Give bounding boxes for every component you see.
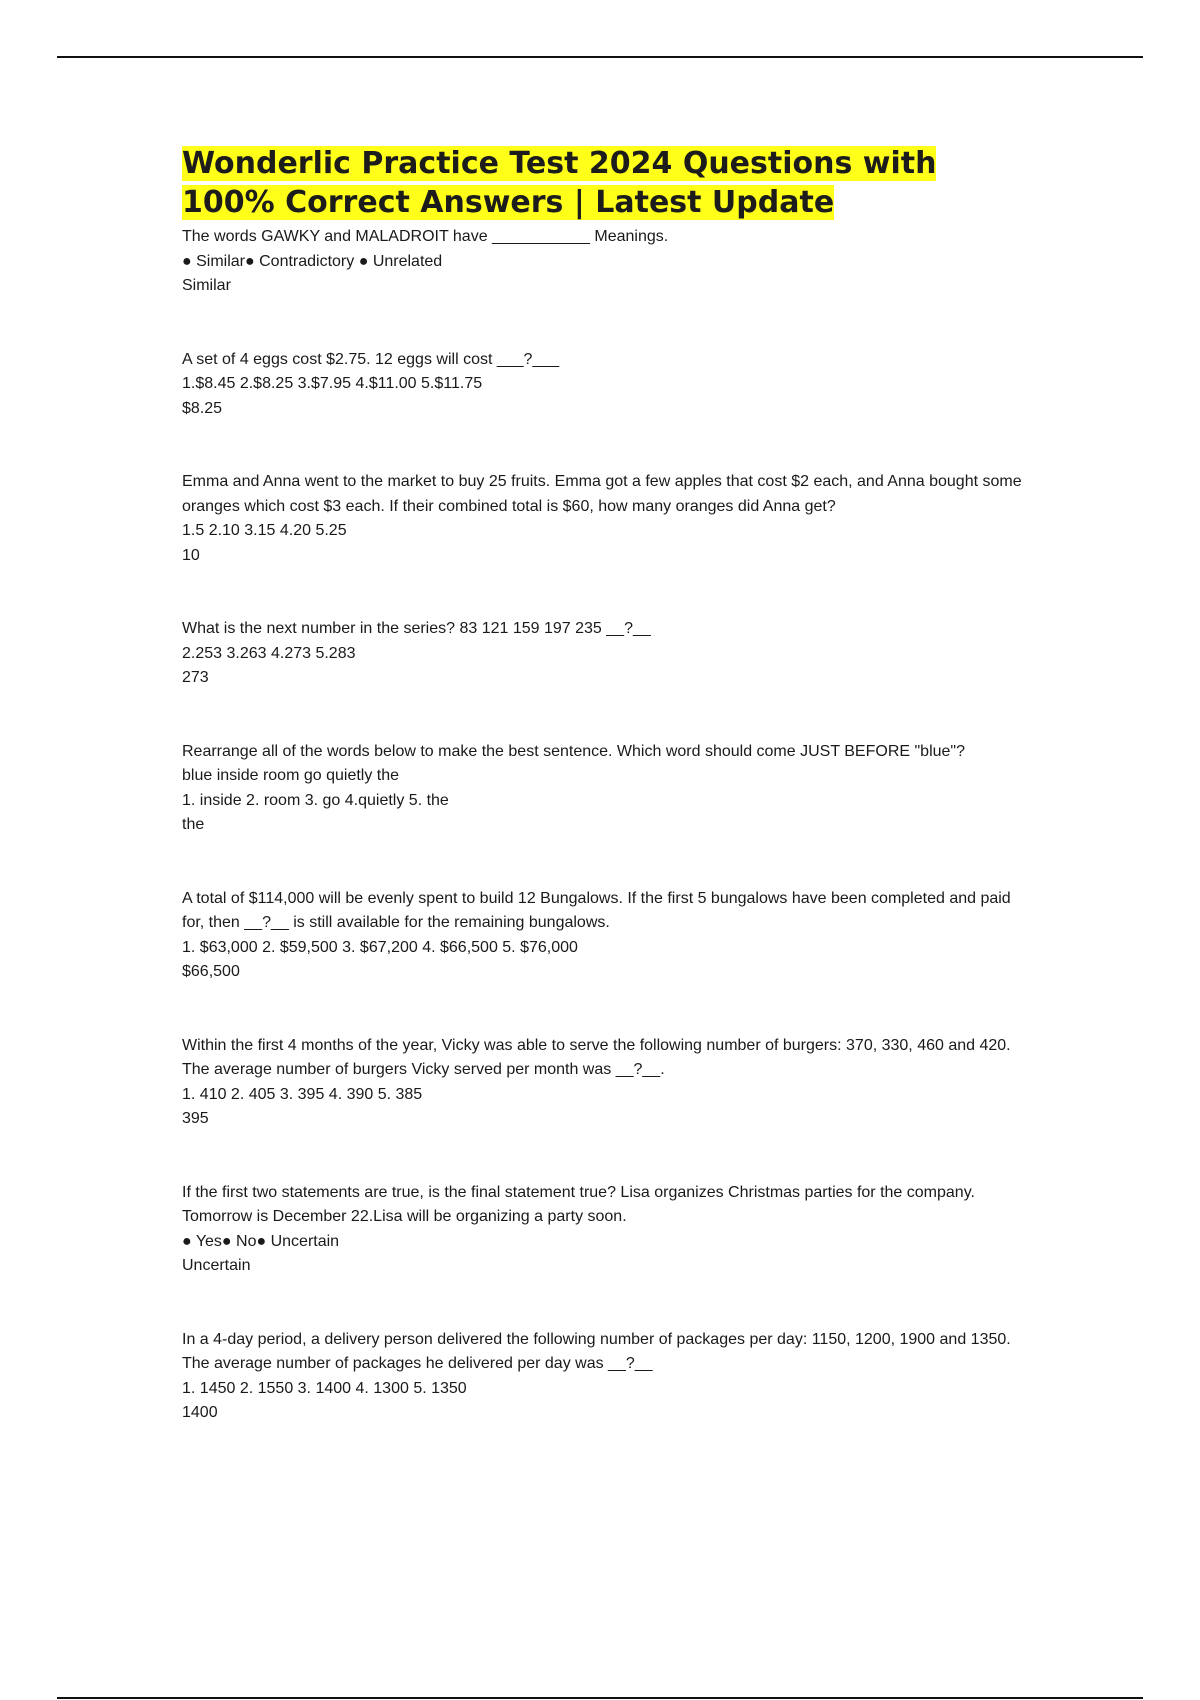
question-text: Within the first 4 months of the year, Vicky was able to serve the following number of burgers: 370, 330, 460 and 420. The average number of burgers Vicky served per month was __?__.: [182, 1036, 1015, 1078]
question-block: [182, 1181, 1022, 1279]
question-text: If the first two statements are true, is the final statement true? Lisa organizes Christmas parties for the company.: [182, 1183, 975, 1201]
question-text: The words GAWKY and MALADROIT have ___________ Meanings.: [182, 228, 669, 245]
question-block: [182, 887, 1022, 985]
answer-options: 1. 1450 2. 1550 3. 1400 4. 1300 5. 1350: [182, 1379, 467, 1397]
correct-answer: $66,500: [182, 963, 240, 980]
answer-options: 1. $63,000 2. $59,500 3. $67,200 4. $66,500 5. $76,000: [182, 938, 578, 956]
answer-options: ● Similar● Contradictory ● Unrelated: [182, 252, 443, 270]
question-block: [182, 740, 1022, 838]
question-text: What is the next number in the series? 83 121 159 197 235 __?__: [182, 620, 651, 637]
document-title-highlight: Wonderlic Practice Test 2024 Questions with 100% Correct Answers | Latest Update: [182, 146, 937, 220]
answer-options: 1. 410 2. 405 3. 395 4. 390 5. 385: [182, 1085, 423, 1103]
bottom-rule: [57, 1697, 1143, 1699]
document-body: [182, 144, 1027, 1426]
document-title: [182, 144, 1022, 222]
question-block: [182, 617, 1022, 691]
question-block: [182, 348, 1022, 422]
question-text: A total of $114,000 will be evenly spent to build 12 Bungalows. If the first 5 bungalows have been completed and paid for, then __?__ is still available for the remaining bungalows.: [182, 889, 1016, 931]
answer-options: ● Yes● No● Uncertain: [182, 1232, 340, 1250]
correct-answer: 10: [182, 546, 200, 564]
correct-answer: Similar: [182, 277, 231, 294]
question-list: [182, 225, 1027, 1426]
correct-answer: 273: [182, 669, 209, 686]
correct-answer: Uncertain: [182, 1257, 251, 1274]
question-block: [182, 1328, 1022, 1426]
question-block: [182, 470, 1027, 568]
answer-options: 1.5 2.10 3.15 4.20 5.25: [182, 522, 347, 539]
top-rule: [57, 56, 1143, 58]
answer-options: 1. inside 2. room 3. go 4.quietly 5. the: [182, 791, 449, 809]
answer-options: 1.$8.45 2.$8.25 3.$7.95 4.$11.00 5.$11.75: [182, 375, 483, 392]
question-block: [182, 225, 1022, 299]
question-text: blue inside room go quietly the: [182, 767, 400, 784]
correct-answer: the: [182, 816, 205, 833]
question-text: Rearrange all of the words below to make the best sentence. Which word should come JUST BEFORE "blue"?: [182, 742, 965, 760]
question-text: Emma and Anna went to the market to buy 25 fruits. Emma got a few apples that cost $2 each, and Anna bought some oranges which cost $3 each. If their combined total is $60, how many oranges did Anna get?: [182, 473, 1027, 515]
question-text: A set of 4 eggs cost $2.75. 12 eggs will cost ___?___: [182, 350, 560, 368]
question-text: Tomorrow is December 22.Lisa will be organizing a party soon.: [182, 1208, 627, 1225]
correct-answer: $8.25: [182, 399, 223, 417]
question-text: In a 4-day period, a delivery person delivered the following number of packages per day: 1150, 1200, 1900 and 1350. The average number of packages he delivered per day was __?__: [182, 1330, 1015, 1372]
correct-answer: 395: [182, 1110, 209, 1127]
answer-options: 2.253 3.263 4.273 5.283: [182, 644, 356, 662]
question-block: [182, 1034, 1022, 1132]
correct-answer: 1400: [182, 1404, 218, 1421]
